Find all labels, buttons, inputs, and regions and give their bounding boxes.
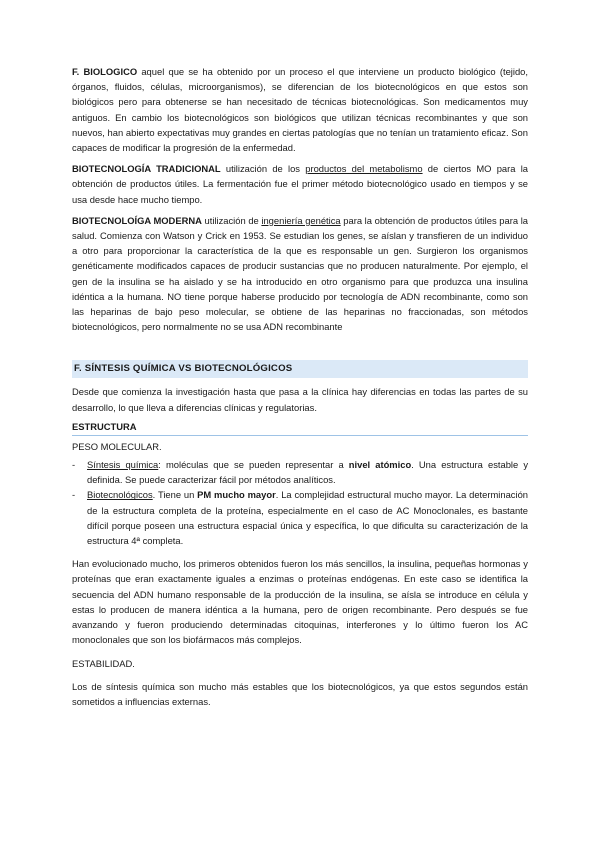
list-item-text: . La complejidad estructural mucho mayor. La determinación de la estructura completa de la proteína, especialmente en el caso de AC Monoclonales, es bastante difícil porque poseen una estructura espacial única y específica, lo que dificulta su caracterización de la estructura 4ª completa.	[87, 489, 529, 547]
underlined-term: productos del metabolismo	[305, 163, 423, 175]
list-item-text: : moléculas que se pueden representar a	[158, 459, 349, 471]
underlined-term: ingeniería genética	[261, 214, 341, 226]
underlined-term: Biotecnológicos	[87, 489, 153, 501]
term-farmaco-biologico: F. BIOLOGICO	[72, 66, 138, 77]
term-biotecnologia-moderna: BIOTECNOLOÍGA MODERNA	[72, 214, 202, 226]
paragraph-biotecnologia-tradicional	[72, 161, 528, 207]
paragraph-text: aquel que se ha obtenido por un proceso el que interviene un producto biológico (tejido, órganos, fluidos, células, microorganismos), se diferencian de los biotecnológicos en que estos son biológicos pero para obtenerse se han necesitado de técnicas biotecnológicas. Son medicamentos muy antiguos. En cambio los biotecnológicos son biológicos que utilizan técnicas recombinantes y que son nuevos, han abierto expectativas muy grandes en ciertas patologías que no tenían un tratamiento eficaz. Son capaces de modificar la progresión de la enfermedad.	[72, 66, 528, 154]
label-estabilidad: ESTABILIDAD.	[72, 657, 135, 669]
paragraph-text: utilización de	[201, 214, 262, 226]
comparison-list	[72, 457, 528, 548]
paragraph-text: de ciertos MO para la obtención de productos útiles. La fermentación fue el primer método biotecnológico usado en tiempos y se usa desde hace mucho tiempo.	[72, 163, 529, 205]
bold-term: nivel atómico	[348, 459, 412, 471]
paragraph-farmaco-biologico	[72, 64, 528, 155]
term-biotecnologia-tradicional: BIOTECNOLOGÍA TRADICIONAL	[72, 163, 221, 175]
list-item	[72, 457, 528, 487]
section-intro: Desde que comienza la investigación hasta que pasa a la clínica hay diferencias en todas las partes de su desarrollo, lo que lleva a diferencias clínicas y regulatorias.	[72, 386, 528, 413]
paragraph-evolucion: Han evolucionado mucho, los primeros obtenidos fueron los más sencillos, la insulina, pequeñas hormonas y proteínas que eran exactamente iguales a enzimas o proteínas endógenas. En este caso se identifica la secuencia del ADN humano responsable de la producción de la insulina, se aísla se introduce en célula y estas lo producen de manera idéntica a la humana, pero de origen recombinante. Pero después se fue avanzando y fueron produciendo determinadas citoquinas, interferones y lo último fueron los AC monoclonales que son los biofármacos más complejos.	[72, 558, 528, 646]
label-peso-molecular: PESO MOLECULAR.	[72, 440, 162, 452]
list-item	[72, 487, 528, 548]
paragraph-text: para la obtención de productos útiles para la salud. Comienza con Watson y Crick en 1953. Se estudian los genes, se aíslan y transfieren de un individuo a otro para proporcionar la característica de la que es responsable un gen. Surgieron los organismos genéticamente modificados capaces de producir sustancias que no producen naturalmente. Por ejemplo, el gen de la insulina se ha aislado y se ha introducido en otro organismo para que produzca una insulina idéntica a la humana. NO tiene porque haberse producido por tecnología de ADN recombinante, como son las heparinas de bajo peso molecular, se obtiene de las heparinas no fraccionadas, son métodos biotecnológicos, pero normalmente no se usa ADN recombinante	[72, 214, 528, 333]
list-item-text: . Tiene un	[152, 489, 198, 501]
paragraph-biotecnologia-moderna	[72, 213, 528, 335]
list-item-text: . Una estructura estable y definida. Se puede caracterizar fácil por métodos analíticos.	[87, 459, 529, 486]
subheading-estructura: ESTRUCTURA	[72, 419, 528, 436]
section-heading: F. SÍNTESIS QUÍMICA VS BIOTECNOLÓGICOS	[72, 360, 528, 378]
underlined-term: Síntesis química	[87, 459, 159, 471]
paragraph-estabilidad: Los de síntesis química son mucho más estables que los biotecnológicos, ya que estos segundos están sometidos a influencias externas.	[72, 680, 528, 707]
bold-term: PM mucho mayor	[197, 489, 276, 501]
paragraph-text: utilización de los	[220, 163, 306, 175]
